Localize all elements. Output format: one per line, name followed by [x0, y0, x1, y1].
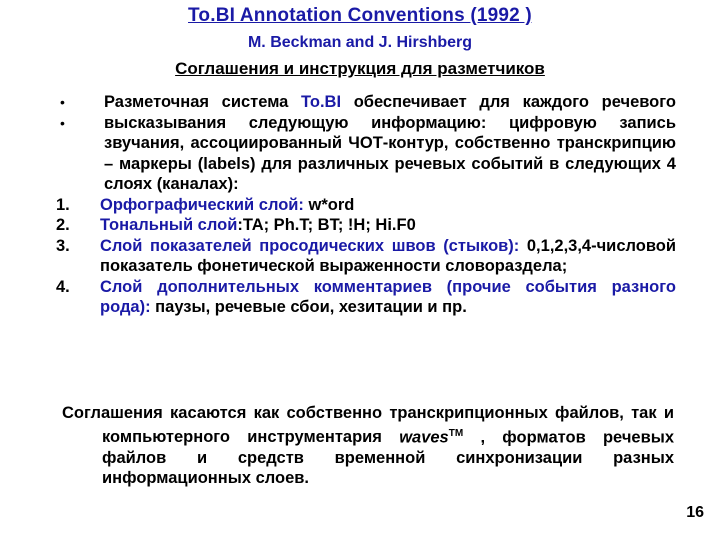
item-label: Орфографический слой: [100, 195, 304, 214]
item-label: Слой дополнительных комментариев (прочие события разного рода): [100, 277, 676, 316]
list-marker: 4. [56, 277, 70, 296]
list-item-1 [56, 195, 676, 216]
item-label: Слой показателей просодических швов (стыков): [100, 236, 520, 255]
item-value: 0,1,2,3,4-числовой показатель фонетической выраженности словораздела; [100, 236, 676, 275]
para-part1: Соглашения касаются как собственно транскрипционных файлов, так и компьютерного инструментария [62, 404, 674, 446]
item-value: :TA; Ph.T; BT; !H; Hi.F0 [237, 216, 416, 234]
intro-pre: Разметочная система [104, 93, 302, 111]
item-value: паузы, речевые сбои, хезитации и пр. [150, 298, 467, 316]
list-item-3 [56, 236, 676, 277]
intro-text [104, 92, 676, 195]
item-label: Тональный слой [100, 216, 238, 234]
list-item-2 [56, 215, 676, 236]
bullet-marker: • • [60, 94, 65, 131]
slide-title: To.BI Annotation Conventions (1992 ) [188, 5, 532, 26]
tobi-name: To.BI [301, 93, 342, 111]
list-marker: 2. [56, 216, 70, 234]
bullet-list [56, 92, 676, 318]
list-marker: 1. [56, 195, 70, 214]
list-item-4 [56, 277, 676, 318]
intro-post: обеспечивает для каждого речевого высказывания следующую информацию: цифровую запись звучания, ассоциированный ЧОТ-контур, собственно транскрипцию – маркеры (labels) для различных речевых событий в следующих 4 слоях (каналах): [104, 93, 676, 193]
list-marker: 3. [56, 236, 70, 255]
para-part2: , форматов речевых файлов и средств временной синхронизации разных информационных слоев. [102, 428, 674, 487]
closing-paragraph [62, 403, 674, 489]
intro-item [56, 92, 676, 195]
trademark: TM [448, 427, 464, 439]
subtitle-russian: Соглашения и инструкция для разметчиков [175, 59, 545, 78]
waves-name: waves [399, 428, 449, 446]
item-value: w*ord [303, 195, 355, 214]
page-number: 16 [686, 504, 704, 521]
authors: M. Beckman and J. Hirshberg [247, 34, 473, 51]
